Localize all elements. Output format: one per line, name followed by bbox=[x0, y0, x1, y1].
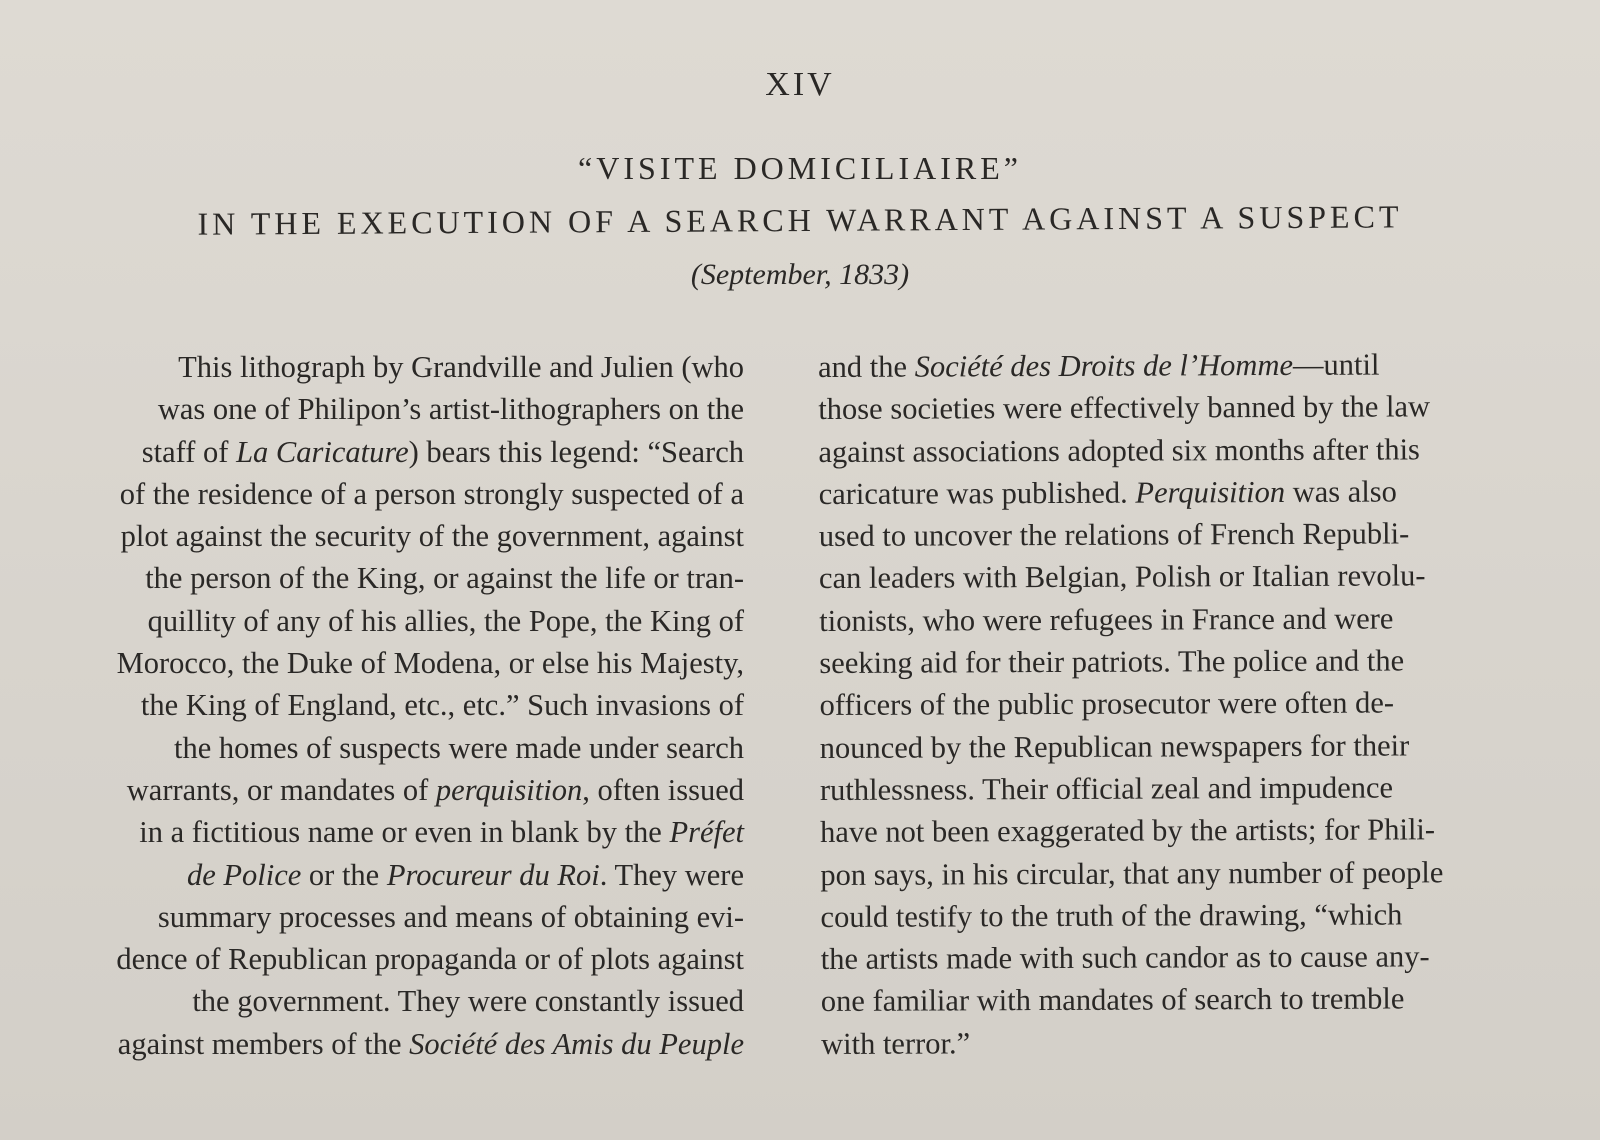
text-segment: could testify to the truth of the drawing, “which bbox=[820, 897, 1403, 934]
text-segment: tionists, who were refugees in France and were bbox=[819, 601, 1394, 638]
text-segment: the person of the King, or against the life or tran- bbox=[145, 561, 744, 596]
text-segment: used to uncover the relations of French Republi- bbox=[818, 516, 1410, 554]
text-line bbox=[32, 473, 744, 515]
text-line bbox=[32, 557, 744, 599]
text-segment: one familiar with mandates of search to tremble bbox=[820, 981, 1405, 1019]
text-line bbox=[32, 642, 744, 684]
text-line bbox=[818, 427, 1530, 472]
text-segment: staff of bbox=[141, 434, 237, 469]
text-segment: the King of England, etc., etc.” Such invasions of bbox=[140, 688, 744, 723]
text-line bbox=[820, 766, 1532, 811]
text-line bbox=[821, 1020, 1533, 1065]
italic-text: Société des Droits de l’Homme bbox=[914, 347, 1294, 384]
text-segment: can leaders with Belgian, Polish or Italian revolu- bbox=[818, 558, 1426, 596]
text-line bbox=[820, 850, 1532, 895]
text-line bbox=[32, 854, 744, 896]
plate-title: “VISITE DOMICILIAIRE” bbox=[578, 150, 1022, 186]
text-line bbox=[818, 385, 1530, 430]
chapter-number: XIV bbox=[765, 66, 835, 103]
text-segment: This lithograph by Grandville and Julien (who bbox=[178, 350, 744, 384]
text-line bbox=[32, 431, 744, 473]
text-segment: seeking aid for their patriots. The police and the bbox=[819, 643, 1405, 681]
text-line bbox=[819, 554, 1531, 599]
text-line bbox=[32, 896, 744, 938]
text-line bbox=[32, 600, 744, 642]
text-segment: the homes of suspects were made under search bbox=[174, 730, 744, 765]
text-segment: summary processes and means of obtaining evi- bbox=[157, 899, 744, 934]
text-line bbox=[820, 808, 1532, 853]
italic-text: Préfet bbox=[669, 815, 744, 850]
italic-text: Société des Amis du Peuple bbox=[409, 1026, 744, 1061]
text-segment: ) bears this legend: “Search bbox=[408, 434, 744, 469]
text-line bbox=[32, 388, 744, 430]
text-segment: ruthlessness. Their official zeal and impudence bbox=[819, 770, 1394, 807]
text-segment: was also bbox=[1284, 474, 1397, 509]
text-segment: pon says, in his circular, that any number of people bbox=[820, 854, 1444, 892]
right-text-column bbox=[818, 343, 1533, 1065]
text-line bbox=[32, 515, 744, 557]
italic-text: Perquisition bbox=[1135, 474, 1286, 510]
text-line bbox=[820, 893, 1532, 938]
text-segment: the government. They were constantly issued bbox=[192, 984, 744, 1019]
text-line bbox=[32, 769, 744, 811]
text-segment: the artists made with such candor as to cause any- bbox=[820, 939, 1430, 977]
italic-text: de Police bbox=[186, 857, 302, 892]
text-segment: and the bbox=[818, 349, 915, 384]
text-segment: have not been exaggerated by the artists; for Phili- bbox=[820, 812, 1436, 850]
text-line bbox=[819, 639, 1531, 684]
text-line bbox=[820, 724, 1532, 769]
text-segment: or the bbox=[301, 857, 387, 892]
italic-text: La Caricature bbox=[236, 434, 409, 469]
text-line bbox=[32, 346, 744, 388]
text-line bbox=[819, 597, 1531, 642]
text-segment: in a fictitious name or even in blank by the bbox=[139, 815, 670, 850]
plate-date: (September, 1833) bbox=[690, 258, 910, 291]
text-segment: quillity of any of his allies, the Pope, the King of bbox=[147, 603, 744, 638]
text-segment: . They were bbox=[599, 857, 744, 892]
italic-text: Procureur du Roi bbox=[386, 857, 600, 892]
text-line bbox=[32, 938, 744, 980]
text-segment: nounced by the Republican newspapers for their bbox=[819, 728, 1410, 765]
text-line bbox=[32, 980, 744, 1022]
text-segment: of the residence of a person strongly suspected of a bbox=[119, 476, 744, 511]
italic-text: perquisition bbox=[435, 772, 583, 807]
text-line bbox=[32, 811, 744, 853]
text-line bbox=[818, 343, 1530, 388]
text-line bbox=[821, 935, 1533, 980]
text-segment: —until bbox=[1292, 347, 1380, 382]
text-line bbox=[819, 681, 1531, 726]
text-line bbox=[821, 977, 1533, 1022]
text-segment: those societies were effectively banned by the law bbox=[818, 389, 1431, 427]
text-segment: against members of the bbox=[117, 1026, 410, 1061]
text-segment: warrants, or mandates of bbox=[126, 772, 436, 807]
text-segment: was one of Philipon’s artist-lithographers on the bbox=[157, 392, 744, 427]
text-segment: officers of the public prosecutor were often de- bbox=[819, 685, 1395, 723]
text-segment: against associations adopted six months after this bbox=[818, 431, 1420, 469]
text-segment: dence of Republican propaganda or of plots against bbox=[116, 942, 744, 977]
text-line bbox=[32, 727, 744, 769]
text-segment: with terror.” bbox=[820, 1026, 971, 1061]
text-line bbox=[819, 512, 1531, 557]
text-segment: caricature was published. bbox=[818, 475, 1136, 511]
text-line bbox=[32, 1023, 744, 1065]
text-line bbox=[32, 684, 744, 726]
text-segment: Morocco, the Duke of Modena, or else his Majesty, bbox=[116, 646, 744, 681]
left-text-column bbox=[32, 346, 744, 1065]
text-segment: , often issued bbox=[582, 772, 744, 807]
text-line bbox=[819, 470, 1531, 515]
plate-subtitle: IN THE EXECUTION OF A SEARCH WARRANT AGAINST A SUSPECT bbox=[197, 198, 1403, 242]
text-segment: plot against the security of the government, against bbox=[120, 519, 744, 554]
